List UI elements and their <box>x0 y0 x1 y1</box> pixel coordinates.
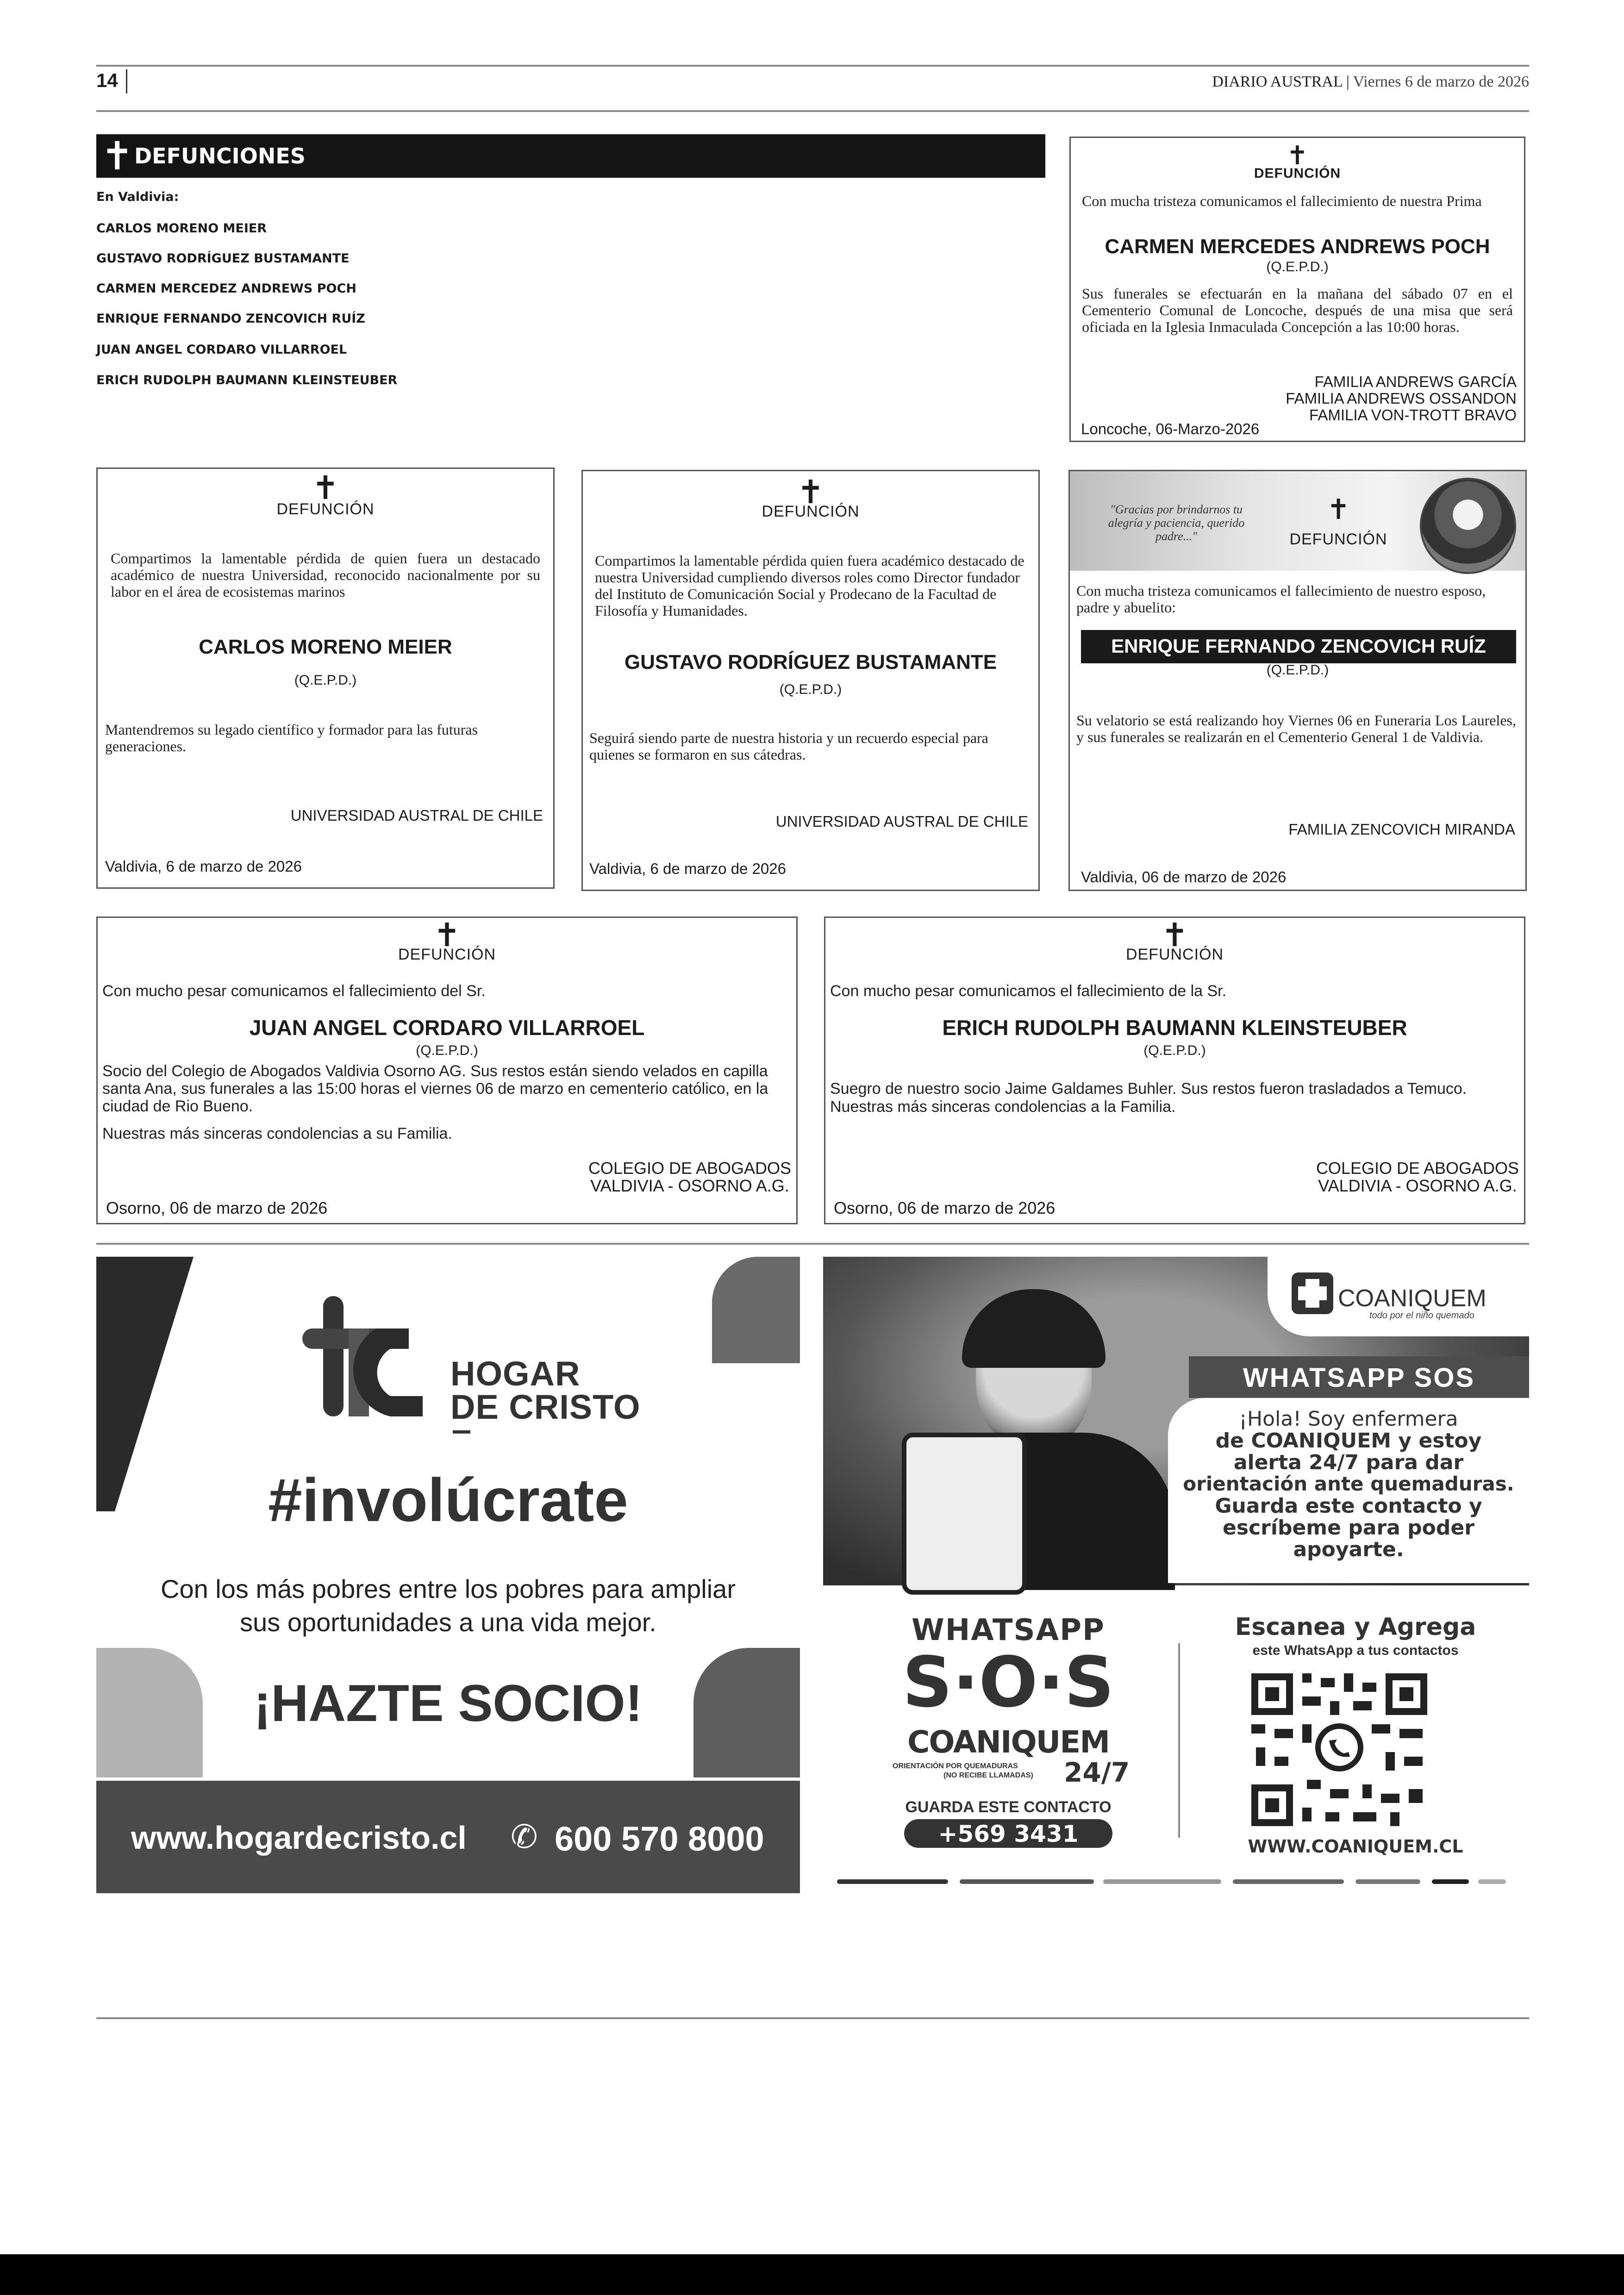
notice-title: DEFUNCIÓN <box>1254 166 1341 181</box>
notice-andrews <box>1069 137 1525 442</box>
hogar-url[interactable]: www.hogardecristo.cl <box>131 1820 467 1856</box>
nurse-message-line: alerta 24/7 para dar <box>1233 1451 1464 1474</box>
notice-place-date: Valdivia, 6 de marzo de 2026 <box>105 858 302 875</box>
phone-icon: ✆ <box>511 1818 538 1856</box>
hogar-phone[interactable]: 600 570 8000 <box>555 1820 764 1858</box>
notice-qepd: (Q.E.P.D.) <box>1266 259 1329 274</box>
notice-signature: FAMILIA ANDREWS OSSANDON <box>1286 390 1517 407</box>
notice-place-date: Loncoche, 06-Marzo-2026 <box>1081 420 1260 437</box>
vertical-divider <box>1178 1643 1180 1838</box>
ad-coaniquem <box>823 1257 1529 1893</box>
wa-sos: S·O·S <box>902 1642 1114 1723</box>
notice-qepd: (Q.E.P.D.) <box>1266 662 1329 678</box>
notice-rodriguez <box>581 470 1040 891</box>
hogar-logo-text-2: DE CRISTO <box>450 1388 641 1426</box>
nurse-message-line: orientación ante quemaduras. <box>1183 1472 1514 1495</box>
wa-brand: COANIQUEM <box>907 1724 1110 1760</box>
cross-icon: ✝ <box>797 473 824 511</box>
cross-icon: ✝ <box>1287 141 1308 171</box>
sos-banner-text: WHATSAPP SOS <box>1243 1363 1475 1393</box>
notice-deceased-name: ERICH RUDOLPH BAUMANN KLEINSTEUBER <box>942 1016 1407 1040</box>
notice-signature: FAMILIA ZENCOVICH MIRANDA <box>1288 821 1515 838</box>
hogar-de-cristo-logo-icon <box>302 1296 437 1416</box>
virgin-mary-image <box>1420 478 1516 574</box>
notice-body: Sus funerales se efectuarán en la mañana del sábado 07 en el Cementerio Comunal de Loncoche, después de una misa que será oficiada en la Iglesia Inmaculada Concepción a las 10:00 horas. <box>1082 285 1513 335</box>
notice-signature: UNIVERSIDAD AUSTRAL DE CHILE <box>775 813 1028 830</box>
notice-title: DEFUNCIÓN <box>276 500 375 518</box>
header-date: Viernes 6 de marzo de 2026 <box>1353 73 1529 90</box>
ad-hogar-de-cristo <box>96 1257 800 1893</box>
notice-body: Su velatorio se está realizando hoy Viernes 06 en Funeraria Los Laureles, y sus funerales se realizarán en el Cementerio General 1 de Valdivia. <box>1076 712 1516 745</box>
notice-intro: Con mucha tristeza comunicamos el fallecimiento de nuestra Prima <box>1082 193 1482 209</box>
defunciones-title: DEFUNCIONES <box>134 143 306 168</box>
notice-signature: FAMILIA ANDREWS GARCÍA <box>1314 373 1517 390</box>
header-paper-date: DIARIO AUSTRAL | Viernes 6 de marzo de 2026 <box>1212 73 1529 90</box>
notice-place-date: Osorno, 06 de marzo de 2026 <box>106 1198 328 1217</box>
hogar-cta: ¡HAZTE SOCIO! <box>254 1674 643 1732</box>
hogar-hashtag: #involúcrate <box>268 1466 628 1534</box>
notice-qepd: (Q.E.P.D.) <box>1143 1043 1206 1058</box>
notice-intro: Compartimos la lamentable pérdida de quien fuera un destacado académico de nuestra Universidad, reconocido nacionalmente por su labor en el área de ecosistemas marinos <box>111 550 540 600</box>
scan-sub: este WhatsApp a tus contactos <box>1252 1643 1459 1658</box>
cross-icon: ✝ <box>433 916 461 954</box>
notice-intro: Con mucha tristeza comunicamos el fallecimiento de nuestro esposo, padre y abuelito: <box>1076 582 1486 616</box>
wa-orientation: ORIENTACIÓN POR QUEMADURAS <box>893 1762 1018 1770</box>
hogar-logo-text-1: HOGAR <box>450 1354 581 1393</box>
defunciones-name: ENRIQUE FERNANDO ZENCOVICH RUÍZ <box>96 312 365 326</box>
notice-cordaro <box>96 917 798 1224</box>
nurse-message-line: Guarda este contacto y <box>1215 1494 1482 1518</box>
notice-body: Mantendremos su legado científico y formador para las futuras generaciones. <box>105 721 478 755</box>
coaniquem-logo-icon <box>1292 1272 1333 1314</box>
cross-icon: ✝ <box>312 469 339 507</box>
nurse-message-line: escríbeme para poder <box>1223 1516 1474 1540</box>
qr-code-icon <box>1247 1669 1432 1831</box>
phone-screen-image <box>902 1433 1027 1595</box>
decor-bar <box>1432 1879 1469 1884</box>
wa-phone[interactable]: +569 3431 9987 <box>938 1821 1079 1874</box>
cross-icon: ✝ <box>101 133 134 179</box>
defunciones-name: JUAN ANGEL CORDARO VILLARROEL <box>96 343 347 357</box>
nurse-message-line: de COANIQUEM y estoy <box>1215 1429 1482 1453</box>
header-top-rule <box>96 65 1529 67</box>
wa-hours: 24/7 <box>1064 1757 1130 1788</box>
notice-body-condolences: Nuestras más sinceras condolencias a la Familia. <box>830 1098 1176 1116</box>
notice-deceased-name: GUSTAVO RODRÍGUEZ BUSTAMANTE <box>624 651 997 674</box>
notice-deceased-name: CARLOS MORENO MEIER <box>199 636 452 658</box>
scan-title: Escanea y Agrega <box>1235 1613 1476 1641</box>
footer-black-band <box>0 2254 1624 2295</box>
coaniquem-brand: COANIQUEM <box>1338 1285 1487 1312</box>
bottom-rule <box>96 2017 1529 2019</box>
notice-signature: COLEGIO DE ABOGADOS <box>1316 1159 1519 1178</box>
decor-bar <box>1103 1879 1221 1884</box>
notice-deceased-name: ENRIQUE FERNANDO ZENCOVICH RUÍZ <box>1111 635 1486 657</box>
notice-baumann <box>824 917 1525 1224</box>
coaniquem-url[interactable]: WWW.COANIQUEM.CL <box>1248 1836 1463 1857</box>
notice-signature: UNIVERSIDAD AUSTRAL DE CHILE <box>290 807 543 824</box>
page-number: 14 <box>96 69 118 91</box>
notice-signature: FAMILIA VON-TROTT BRAVO <box>1309 406 1517 424</box>
notice-title: DEFUNCIÓN <box>1289 530 1387 548</box>
notice-intro: Con mucho pesar comunicamos el fallecimiento del Sr. <box>102 982 486 1000</box>
notice-signature: VALDIVIA - OSORNO A.G. <box>590 1176 789 1195</box>
hogar-tagline-1: Con los más pobres entre los pobres para ampliar <box>161 1574 736 1603</box>
notice-body-condolences: Nuestras más sinceras condolencias a su Familia. <box>102 1125 452 1142</box>
paper-name: DIARIO AUSTRAL <box>1212 73 1343 90</box>
notice-quote: "Gracias por brindarnos tu alegría y paciencia, querido padre..." <box>1108 503 1245 543</box>
decor-bar <box>837 1879 948 1884</box>
decor-bar <box>1233 1879 1344 1884</box>
wa-no-calls: (NO RECIBE LLAMADAS) <box>943 1771 1033 1779</box>
notice-body: Suegro de nuestro socio Jaime Galdames Buhler. Sus restos fueron trasladados a Temuco. <box>830 1080 1467 1098</box>
header-bottom-rule <box>96 110 1529 112</box>
notice-deceased-name: JUAN ANGEL CORDARO VILLARROEL <box>249 1016 645 1040</box>
defunciones-intro: En Valdivia: <box>96 190 179 204</box>
notice-deceased-name: CARMEN MERCEDES ANDREWS POCH <box>1105 235 1490 258</box>
notice-zencovich <box>1068 470 1527 891</box>
notice-body: Seguirá siendo parte de nuestra historia y un recuerdo especial para quienes se formaron en sus cátedras. <box>589 730 988 763</box>
notice-place-date: Osorno, 06 de marzo de 2026 <box>834 1198 1056 1217</box>
notice-intro: Con mucho pesar comunicamos el fallecimiento de la Sr. <box>830 982 1227 1000</box>
notice-intro: Compartimos la lamentable pérdida quien fuera académico destacado de nuestra Universidad cumpliendo diversos roles como Director fundador del Instituto de Comunicación Social y Prodecano de la Facultad de Filosofía y Humanidades. <box>595 552 1024 619</box>
hogar-tagline-2: sus oportunidades a una vida mejor. <box>240 1608 656 1637</box>
nurse-message-line: ¡Hola! Soy enfermera <box>1239 1407 1458 1431</box>
decor-shape-top-right <box>712 1257 800 1363</box>
defunciones-name: ERICH RUDOLPH BAUMANN KLEINSTEUBER <box>96 373 398 387</box>
notice-signature: COLEGIO DE ABOGADOS <box>588 1159 792 1178</box>
nurse-message-line: apoyarte. <box>1293 1538 1404 1561</box>
decor-bar <box>1355 1879 1420 1884</box>
notice-qepd: (Q.E.P.D.) <box>294 673 357 688</box>
notice-moreno <box>96 468 555 889</box>
coaniquem-brand-sub: todo por el niño quemado <box>1369 1310 1474 1321</box>
notice-qepd: (Q.E.P.D.) <box>416 1043 478 1058</box>
notice-place-date: Valdivia, 06 de marzo de 2026 <box>1081 868 1287 886</box>
notice-title: DEFUNCIÓN <box>1125 946 1224 963</box>
defunciones-name: CARMEN MERCEDEZ ANDREWS POCH <box>96 281 356 296</box>
wa-title: WHATSAPP <box>912 1613 1105 1647</box>
notice-title: DEFUNCIÓN <box>762 503 860 520</box>
notice-qepd: (Q.E.P.D.) <box>779 682 842 697</box>
decor-bar <box>1478 1879 1506 1884</box>
decor-bar <box>960 1879 1094 1884</box>
notice-title: DEFUNCIÓN <box>398 946 496 963</box>
section-divider <box>96 1243 1529 1245</box>
cross-icon: ✝ <box>1326 493 1350 526</box>
hogar-logo-dash <box>453 1430 470 1434</box>
notice-body: Socio del Colegio de Abogados Valdivia Osorno AG. Sus restos están siendo velados en capilla santa Ana, sus funerales a las 15:00 horas el viernes 06 de marzo en cementerio católico, en la ciudad de Rio Bueno. <box>102 1062 768 1115</box>
defunciones-banner <box>96 134 1045 178</box>
notice-signature: VALDIVIA - OSORNO A.G. <box>1318 1176 1517 1195</box>
defunciones-name: CARLOS MORENO MEIER <box>96 221 267 236</box>
defunciones-name: GUSTAVO RODRÍGUEZ BUSTAMANTE <box>96 251 350 266</box>
notice-place-date: Valdivia, 6 de marzo de 2026 <box>589 860 786 877</box>
page-number-divider <box>126 69 127 94</box>
wa-save-contact: GUARDA ESTE CONTACTO <box>905 1798 1112 1816</box>
cross-icon: ✝ <box>1161 916 1188 954</box>
